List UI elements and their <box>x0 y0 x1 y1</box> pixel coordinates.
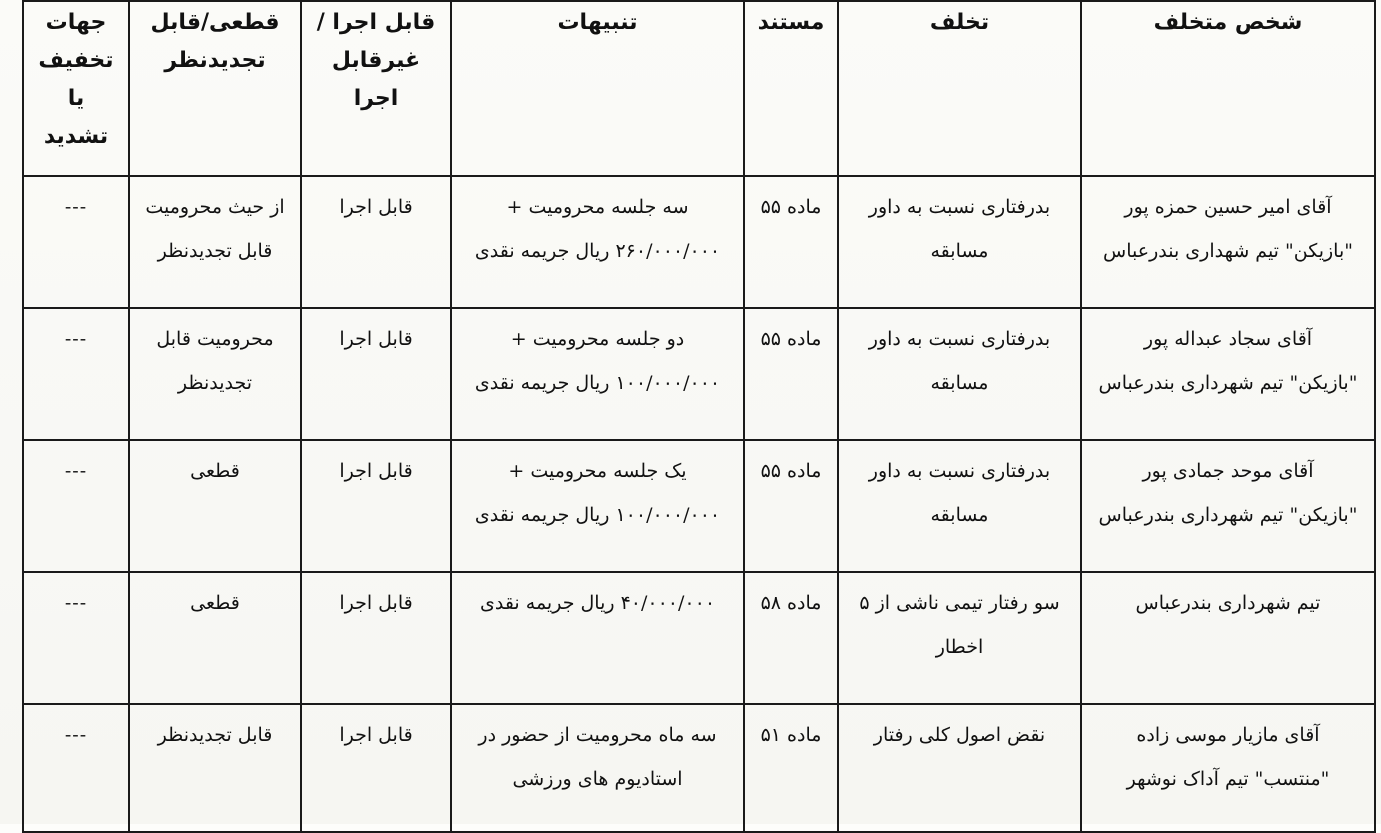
cell-sanctions <box>451 176 744 308</box>
table-row <box>23 572 1375 704</box>
sanction-line: ۴۰/۰۰۰/۰۰۰ ریال جریمه نقدی <box>479 592 716 614</box>
header-row <box>23 1 1375 176</box>
cell-finality: قطعی <box>129 440 301 572</box>
header-sanctions: تنبیهات <box>451 1 744 176</box>
table-row <box>23 308 1375 440</box>
cell-person <box>1081 704 1375 832</box>
disciplinary-rulings-table <box>22 0 1376 833</box>
table-row <box>23 176 1375 308</box>
person-role: "بازیکن" تیم شهرداری بندرعباس <box>1098 372 1358 394</box>
person-name: تیم شهرداری بندرعباس <box>1135 592 1321 614</box>
cell-sanctions <box>451 440 744 572</box>
cell-modification: --- <box>23 308 129 440</box>
sanction-line: استادیوم های ورزشی <box>512 768 683 790</box>
cell-enforceability: قابل اجرا <box>301 176 451 308</box>
header-enforceability: قابل اجرا /غیرقابل اجرا <box>301 1 451 176</box>
cell-person <box>1081 440 1375 572</box>
sanction-line: ۱۰۰/۰۰۰/۰۰۰ ریال جریمه نقدی <box>474 372 721 394</box>
table-row <box>23 440 1375 572</box>
cell-sanctions <box>451 308 744 440</box>
sanction-line: دو جلسه محرومیت + <box>510 328 685 350</box>
cell-modification: --- <box>23 704 129 832</box>
cell-enforceability: قابل اجرا <box>301 308 451 440</box>
cell-basis: ماده ۵۵ <box>744 176 838 308</box>
cell-violation: سو رفتار تیمی ناشی از ۵ اخطار <box>838 572 1081 704</box>
cell-person <box>1081 308 1375 440</box>
table-row <box>23 704 1375 832</box>
person-name: آقای سجاد عبداله پور <box>1143 328 1313 350</box>
cell-modification: --- <box>23 176 129 308</box>
cell-finality: قابل تجدیدنظر <box>129 704 301 832</box>
cell-finality: قطعی <box>129 572 301 704</box>
sanction-line: ۱۰۰/۰۰۰/۰۰۰ ریال جریمه نقدی <box>474 504 721 526</box>
cell-enforceability: قابل اجرا <box>301 572 451 704</box>
cell-finality: محرومیت قابل تجدیدنظر <box>129 308 301 440</box>
person-role: "منتسب" تیم آداک نوشهر <box>1126 768 1330 790</box>
cell-sanctions <box>451 704 744 832</box>
sanction-line: سه ماه محرومیت از حضور در <box>478 724 717 746</box>
cell-basis: ماده ۵۵ <box>744 440 838 572</box>
header-basis: مستند <box>744 1 838 176</box>
header-finality: قطعی/قابل تجدیدنظر <box>129 1 301 176</box>
cell-violation: بدرفتاری نسبت به داور مسابقه <box>838 440 1081 572</box>
header-violation: تخلف <box>838 1 1081 176</box>
cell-enforceability: قابل اجرا <box>301 440 451 572</box>
cell-person <box>1081 176 1375 308</box>
cell-finality: از حیث محرومیت قابل تجدیدنظر <box>129 176 301 308</box>
cell-modification: --- <box>23 572 129 704</box>
cell-violation: نقض اصول کلی رفتار <box>838 704 1081 832</box>
person-name: آقای موحد جمادی پور <box>1142 460 1314 482</box>
cell-sanctions <box>451 572 744 704</box>
header-person: شخص متخلف <box>1081 1 1375 176</box>
person-role: "بازیکن" تیم شهداری بندرعباس <box>1103 240 1353 262</box>
cell-basis: ماده ۵۱ <box>744 704 838 832</box>
cell-person <box>1081 572 1375 704</box>
cell-basis: ماده ۵۸ <box>744 572 838 704</box>
cell-violation: بدرفتاری نسبت به داور مسابقه <box>838 176 1081 308</box>
person-role: "بازیکن" تیم شهرداری بندرعباس <box>1098 504 1358 526</box>
person-name: آقای امیر حسین حمزه پور <box>1124 196 1332 218</box>
cell-basis: ماده ۵۵ <box>744 308 838 440</box>
header-modification: جهات تخفیف یا تشدید <box>23 1 129 176</box>
sanction-line: سه جلسه محرومیت + <box>506 196 689 218</box>
cell-modification: --- <box>23 440 129 572</box>
cell-violation: بدرفتاری نسبت به داور مسابقه <box>838 308 1081 440</box>
person-name: آقای مازیار موسی زاده <box>1136 724 1320 746</box>
cell-enforceability: قابل اجرا <box>301 704 451 832</box>
sanction-line: ۲۶۰/۰۰۰/۰۰۰ ریال جریمه نقدی <box>474 240 721 262</box>
sanction-line: یک جلسه محرومیت + <box>508 460 687 482</box>
